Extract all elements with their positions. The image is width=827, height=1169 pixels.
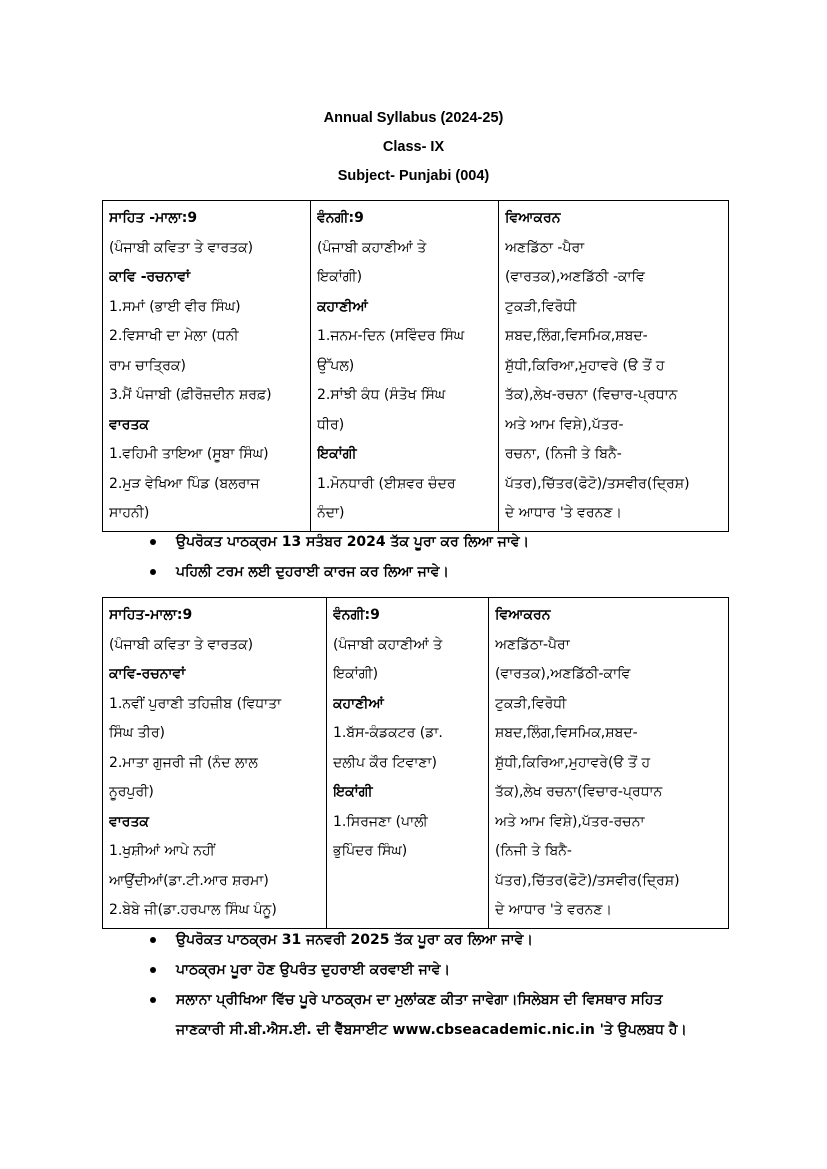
syllabus-line: 1.ਖੁਸ਼ੀਆਂ ਆਪੇ ਨਹੀਂ — [109, 843, 215, 859]
syllabus-line: ਇਕਾਂਗੀ) — [317, 269, 363, 285]
syllabus-line: ਤੱਕ),ਲੇਖ-ਰਚਨਾ (ਵਿਚਾਰ-ਪ੍ਰਧਾਨ — [505, 387, 678, 403]
syllabus-line: ਦੇ ਆਧਾਰ 'ਤੇ ਵਰਨਣ। — [505, 505, 622, 521]
syllabus-line: (ਪੰਜਾਬੀ ਕਵਿਤਾ ਤੇ ਵਾਰਤਕ) — [109, 239, 254, 256]
sahit-mala-cell — [103, 201, 311, 532]
syllabus-title: Annual Syllabus (2024-25) — [323, 110, 504, 126]
syllabus-line: (ਵਾਰਤਕ),ਅਣਡਿੱਠੀ-ਕਾਵਿ — [495, 666, 631, 682]
vangi-cell — [327, 598, 489, 929]
syllabus-line: (ਨਿਜੀ ਤੇ ਬਿਨੈ- — [495, 843, 572, 859]
section-heading: ਸਾਹਿਤ -ਮਾਲਾ:9 — [109, 210, 198, 226]
syllabus-line: ਸ਼ੁੱਧੀ,ਕਿਰਿਆ,ਮੁਹਾਵਰੇ (ੳ ਤੋਂ ਹ — [505, 357, 665, 374]
section-heading: ਕਾਵਿ-ਰਚਨਾਵਾਂ — [109, 666, 186, 682]
note-text: ਜਾਣਕਾਰੀ ਸੀ.ਬੀ.ਐਸ.ਈ. ਦੀ ਵੈੱਬਸਾਈਟ www.cbseacademic.nic.in 'ਤੇ ਉਪਲਬਧ ਹੈ। — [176, 1022, 687, 1038]
syllabus-line: ਅਣਡਿੱਠਾ-ਪੈਰਾ — [495, 636, 570, 653]
syllabus-line: 2.ਬੇਬੇ ਜੀ(ਡਾ.ਹਰਪਾਲ ਸਿੰਘ ਪੰਨੂ) — [109, 902, 277, 918]
sahit-mala-cell — [103, 598, 327, 929]
syllabus-line: ਸ਼ਬਦ,ਲਿੰਗ,ਵਿਸਮਿਕ,ਸ਼ਬਦ- — [495, 725, 638, 741]
section-heading: ਵੰਨਗੀ:9 — [333, 607, 380, 623]
syllabus-line: ਦਲੀਪ ਕੌਰ ਟਿਵਾਣਾ) — [333, 754, 437, 771]
syllabus-line: 1.ਮੋਨਧਾਰੀ (ਈਸ਼ਵਰ ਚੰਦਰ — [317, 475, 456, 492]
syllabus-line: ਦੇ ਆਧਾਰ 'ਤੇ ਵਰਨਣ। — [495, 902, 612, 918]
table-row — [103, 598, 729, 929]
list-item — [150, 557, 810, 587]
syllabus-line: ਉੱਪਲ) — [317, 357, 355, 374]
section-heading: ਇਕਾਂਗੀ — [333, 784, 373, 800]
syllabus-line: ਅਤੇ ਆਮ ਵਿਸ਼ੇ),ਪੱਤਰ-ਰਚਨਾ — [495, 813, 645, 830]
section-heading: ਸਾਹਿਤ-ਮਾਲਾ:9 — [109, 607, 193, 623]
section-heading: ਕਹਾਣੀਆਂ — [333, 695, 384, 712]
section-heading: ਇਕਾਂਗੀ — [317, 446, 357, 462]
syllabus-line: 2.ਵਿਸਾਖੀ ਦਾ ਮੇਲਾ (ਧਨੀ — [109, 328, 239, 344]
table-row — [103, 201, 729, 532]
note-text: ਸਲਾਨਾ ਪ੍ਰੀਖਿਆ ਵਿੱਚ ਪੂਰੇ ਪਾਠਕ੍ਰਮ ਦਾ ਮੁਲਾਂਕਣ ਕੀਤਾ ਜਾਵੇਗਾ।ਸਿਲੇਬਸ ਦੀ ਵਿਸਥਾਰ ਸਹਿਤ — [176, 992, 663, 1008]
term2-notes — [150, 925, 810, 1045]
vyakaran-cell — [499, 201, 729, 532]
vyakaran-cell — [489, 598, 729, 929]
section-heading: ਕਹਾਣੀਆਂ — [317, 298, 368, 315]
syllabus-line: 1.ਸਿਰਜਣਾ (ਪਾਲੀ — [333, 813, 428, 830]
class-label: Class- IX — [382, 139, 445, 155]
section-heading: ਵਾਰਤਕ — [109, 416, 149, 433]
syllabus-line: 2.ਮੁੜ ਵੇਖਿਆ ਪਿੰਡ (ਬਲਰਾਜ — [109, 475, 260, 492]
syllabus-line: ਇਕਾਂਗੀ) — [333, 666, 379, 682]
syllabus-line: 1.ਸਮਾਂ (ਭਾਈ ਵੀਰ ਸਿੰਘ) — [109, 298, 241, 315]
bullet-icon — [150, 539, 156, 545]
syllabus-line: ਅਤੇ ਆਮ ਵਿਸ਼ੇ),ਪੱਤਰ- — [505, 416, 624, 433]
list-item — [150, 527, 810, 557]
syllabus-line: ਧੀਰ) — [317, 416, 345, 433]
note-text: ਉਪਰੋਕਤ ਪਾਠਕ੍ਰਮ 13 ਸਤੰਬਰ 2024 ਤੱਕ ਪੂਰਾ ਕਰ ਲਿਆ ਜਾਵੇ। — [176, 534, 530, 550]
syllabus-line: ਟੁਕੜੀ,ਵਿਰੋਧੀ — [495, 695, 567, 712]
bullet-icon — [150, 967, 156, 973]
note-text: ਪਾਠਕ੍ਰਮ ਪੂਰਾ ਹੋਣ ਉਪਰੰਤ ਦੁਹਰਾਈ ਕਰਵਾਈ ਜਾਵੇ। — [176, 962, 451, 978]
section-heading: ਵਿਆਕਰਨ — [505, 210, 561, 226]
syllabus-line: 3.ਮੈਂ ਪੰਜਾਬੀ (ਫ਼ੀਰੋਜ਼ਦੀਨ ਸ਼ਰਫ਼) — [109, 387, 272, 403]
bullet-icon — [150, 569, 156, 575]
syllabus-line: ਤੱਕ),ਲੇਖ ਰਚਨਾ(ਵਿਚਾਰ-ਪ੍ਰਧਾਨ — [495, 784, 663, 800]
syllabus-line: ਨੰਦਾ) — [317, 505, 345, 521]
syllabus-line: (ਪੰਜਾਬੀ ਕਹਾਣੀਆਂ ਤੇ — [317, 239, 427, 256]
syllabus-line: ਭੁਪਿੰਦਰ ਸਿੰਘ) — [333, 843, 408, 859]
note-text: ਉਪਰੋਕਤ ਪਾਠਕ੍ਰਮ 31 ਜਨਵਰੀ 2025 ਤੱਕ ਪੂਰਾ ਕਰ ਲਿਆ ਜਾਵੇ। — [176, 932, 533, 948]
section-heading: ਵਾਰਤਕ — [109, 813, 149, 830]
syllabus-line: 2.ਮਾਤਾ ਗੁਜਰੀ ਜੀ (ਨੰਦ ਲਾਲ — [109, 754, 258, 771]
list-item — [150, 925, 810, 955]
list-item — [150, 955, 810, 985]
syllabus-line: ਸਿੰਘ ਤੀਰ) — [109, 725, 166, 741]
section-heading: ਵਿਆਕਰਨ — [495, 607, 551, 623]
bullet-icon — [150, 997, 156, 1003]
syllabus-line: ਸ਼ੁੱਧੀ,ਕਿਰਿਆ,ਮੁਹਾਵਰੇ(ੳ ਤੋਂ ਹ — [495, 754, 651, 771]
syllabus-table-term1 — [102, 200, 729, 532]
syllabus-line: ਪੱਤਰ),ਚਿੱਤਰ(ਫੋਟੋ)/ਤਸਵੀਰ(ਦ੍ਰਿਸ਼) — [505, 475, 690, 492]
syllabus-line: (ਪੰਜਾਬੀ ਕਵਿਤਾ ਤੇ ਵਾਰਤਕ) — [109, 636, 254, 653]
syllabus-line: ਰਾਮ ਚਾਤ੍ਰਿਕ) — [109, 357, 186, 374]
syllabus-line: 2.ਸਾਂਝੀ ਕੰਧ (ਸੰਤੋਖ ਸਿੰਘ — [317, 387, 446, 403]
syllabus-line: (ਪੰਜਾਬੀ ਕਹਾਣੀਆਂ ਤੇ — [333, 636, 443, 653]
syllabus-line: 1.ਨਵੀਂ ਪੁਰਾਣੀ ਤਹਿਜ਼ੀਬ (ਵਿਧਾਤਾ — [109, 695, 282, 712]
syllabus-line: ਅਣਡਿੱਠਾ -ਪੈਰਾ — [505, 239, 585, 256]
section-heading: ਵੰਨਗੀ:9 — [317, 210, 364, 226]
section-heading: ਕਾਵਿ -ਰਚਨਾਵਾਂ — [109, 269, 191, 285]
vangi-cell — [311, 201, 499, 532]
syllabus-line: ਸ਼ਬਦ,ਲਿੰਗ,ਵਿਸਮਿਕ,ਸ਼ਬਦ- — [505, 328, 648, 344]
syllabus-table-term2 — [102, 597, 729, 929]
syllabus-line: ਪੱਤਰ),ਚਿੱਤਰ(ਫੋਟੋ)/ਤਸਵੀਰ(ਦ੍ਰਿਸ਼) — [495, 872, 680, 889]
syllabus-line: 1.ਜਨਮ-ਦਿਨ (ਸਵਿੰਦਰ ਸਿੰਘ — [317, 328, 465, 344]
document-header — [0, 104, 827, 191]
syllabus-line: 1.ਵਹਿਮੀ ਤਾਇਆ (ਸੂਬਾ ਸਿੰਘ) — [109, 446, 269, 462]
syllabus-line: (ਵਾਰਤਕ),ਅਣਡਿੱਠੀ -ਕਾਵਿ — [505, 269, 645, 285]
bullet-icon — [150, 937, 156, 943]
syllabus-line: ਨੂਰਪੁਰੀ) — [109, 784, 154, 800]
syllabus-line: ਰਚਨਾ, (ਨਿਜੀ ਤੇ ਬਿਨੈ- — [505, 446, 622, 462]
syllabus-line: ਟੁਕੜੀ,ਵਿਰੋਧੀ — [505, 298, 577, 315]
note-text: ਪਹਿਲੀ ਟਰਮ ਲਈ ਦੁਹਰਾਈ ਕਾਰਜ ਕਰ ਲਿਆ ਜਾਵੇ। — [176, 564, 449, 580]
syllabus-line: 1.ਬੱਸ-ਕੰਡਕਟਰ (ਡਾ. — [333, 725, 443, 741]
term1-notes — [150, 527, 810, 587]
subject-label: Subject- Punjabi (004) — [337, 168, 490, 184]
syllabus-line: ਸਾਹਨੀ) — [109, 505, 150, 521]
syllabus-line: ਆਉਂਦੀਆਂ(ਡਾ.ਟੀ.ਆਰ ਸ਼ਰਮਾ) — [109, 872, 269, 889]
list-item — [150, 985, 810, 1045]
